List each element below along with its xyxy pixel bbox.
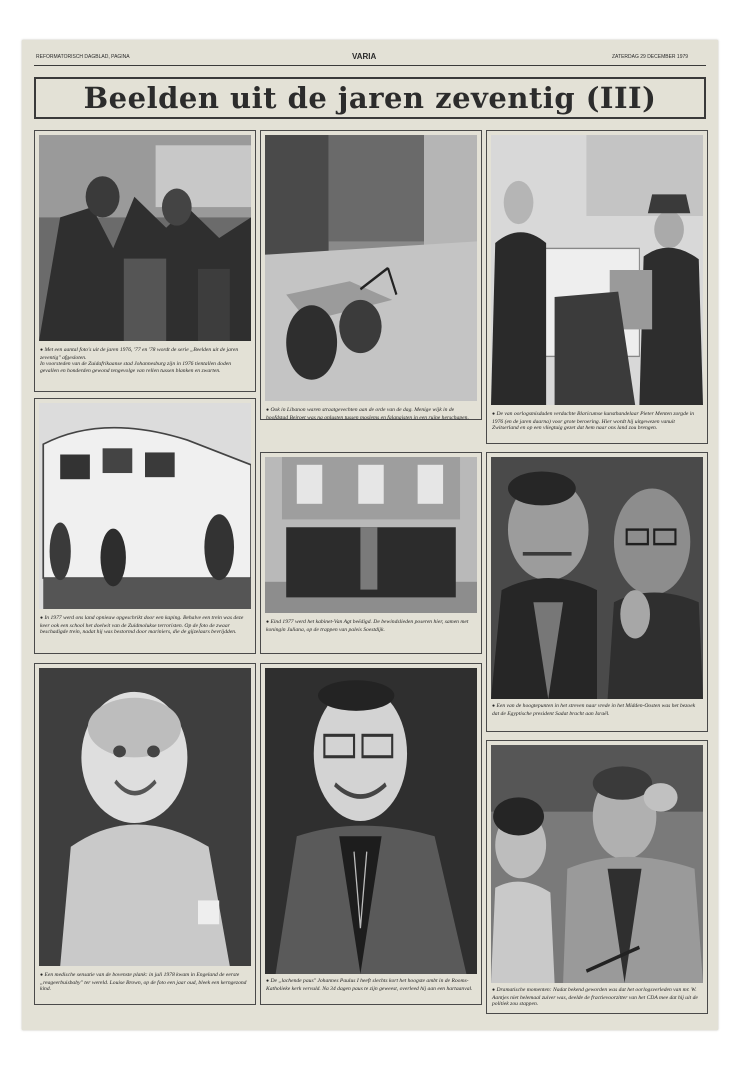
photo-panel-lebanon: [260, 130, 482, 420]
header-section: VARIA: [352, 52, 377, 61]
caption-cabinet: ● Eind 1977 werd het kabinet-Van Agt beëdigd. De bewindslieden poseren hier, samen met koningin Juliana, op de trappen van paleis Soestdijk.: [266, 619, 469, 633]
photo-panel-pope: [260, 663, 482, 1005]
photo-panel-cabinet: [260, 452, 482, 654]
photo-louise-brown: [39, 668, 251, 966]
header-newspaper-name: REFORMATORISCH DAGBLAD, PAGINA: [36, 54, 130, 60]
photo-pope: [265, 668, 477, 974]
header-date: ZATERDAG 29 DECEMBER 1979: [612, 54, 689, 60]
caption-aantjes: ● Dramatische momenten: Nadat bekend geworden was dat het oorlogsverleden van mr. W. Aantjes niet helemaal zuiver was, deelde de fractievoorzitter van het CDA mee dat hij uit de politiek zou stappen.: [492, 987, 698, 1008]
photo-panel-menten: [486, 130, 708, 444]
photo-cabinet: [265, 457, 477, 613]
photo-soweto: [39, 135, 251, 341]
photo-panel-train: [34, 398, 256, 654]
caption-soweto: ● Met een aantal foto's uit de jaren 1976, '77 en '78 wordt de serie „Beelden uit de jaren zeventig" afgesloten. In voorsteden van de Zuidafrikaanse stad Johannesburg zijn in 1976 tientallen doden gevallen en honderden gewond tengevolge van rellen tussen blanken en zwarten.: [40, 347, 239, 374]
page-title: Beelden uit de jaren zeventig (III): [83, 81, 657, 115]
caption-lebanon: ● Ook in Libanon waren straatgevechten aan de orde van de dag. Menige wijk in de hoofdstad Beiroet was na onlusten tussen moslems en falangisten in een ruïne herschapen.: [266, 407, 469, 421]
caption-louise: ● Een medische sensatie van de bovenste plank: in juli 1978 kwam in Engeland de eerste „reageerbuisbaby" ter wereld. Louise Brown, op de foto een jaar oud, bleek een kerngezond kind.: [40, 972, 247, 993]
photo-train: [39, 403, 251, 609]
photo-menten: [491, 135, 703, 405]
photo-lebanon: [265, 135, 477, 401]
photo-panel-soweto: [34, 130, 256, 392]
photo-panel-sadat: [486, 452, 708, 732]
caption-sadat: ● Een van de hoogtepunten in het streven naar vrede in het Midden-Oosten was het bezoek dat de Egyptische president Sadat bracht aan Israël.: [492, 703, 696, 717]
photo-aantjes: [491, 745, 703, 983]
photo-panel-nadat: [486, 740, 708, 1014]
caption-pope: ● De „lachende paus" Johannes Paulus I heeft slechts kort het hoogste ambt in de Rooms-Katholieke kerk vervuld. Na 34 dagen paus te zijn geweest, overleed hij aan een hartaanval.: [266, 978, 473, 992]
header-rule: [34, 65, 706, 66]
photo-sadat: [491, 457, 703, 699]
caption-train: ● In 1977 werd ons land opnieuw opgeschrikt door een kaping. Behalve een trein was deze keer ook een school het doelwit van de Zuidmolukse terroristen. Op de foto de zwaar beschadigde trein, nadat hij was bestormd door mariniers, die de gijzelaars bevrijdden.: [40, 615, 244, 636]
headline-box: [34, 77, 706, 119]
caption-menten: ● De van oorlogsmisdaden verdachte Blaricumse kunsthandelaar Pieter Menten zorgde in 1976 (en de jaren daarna) voor grote beroering. Hier wordt hij uitgewezen vanuit Zwitserland en op een vliegtuig gezet dat hem naar ons land zou brengen.: [492, 411, 695, 432]
photo-panel-louise: [34, 663, 256, 1005]
